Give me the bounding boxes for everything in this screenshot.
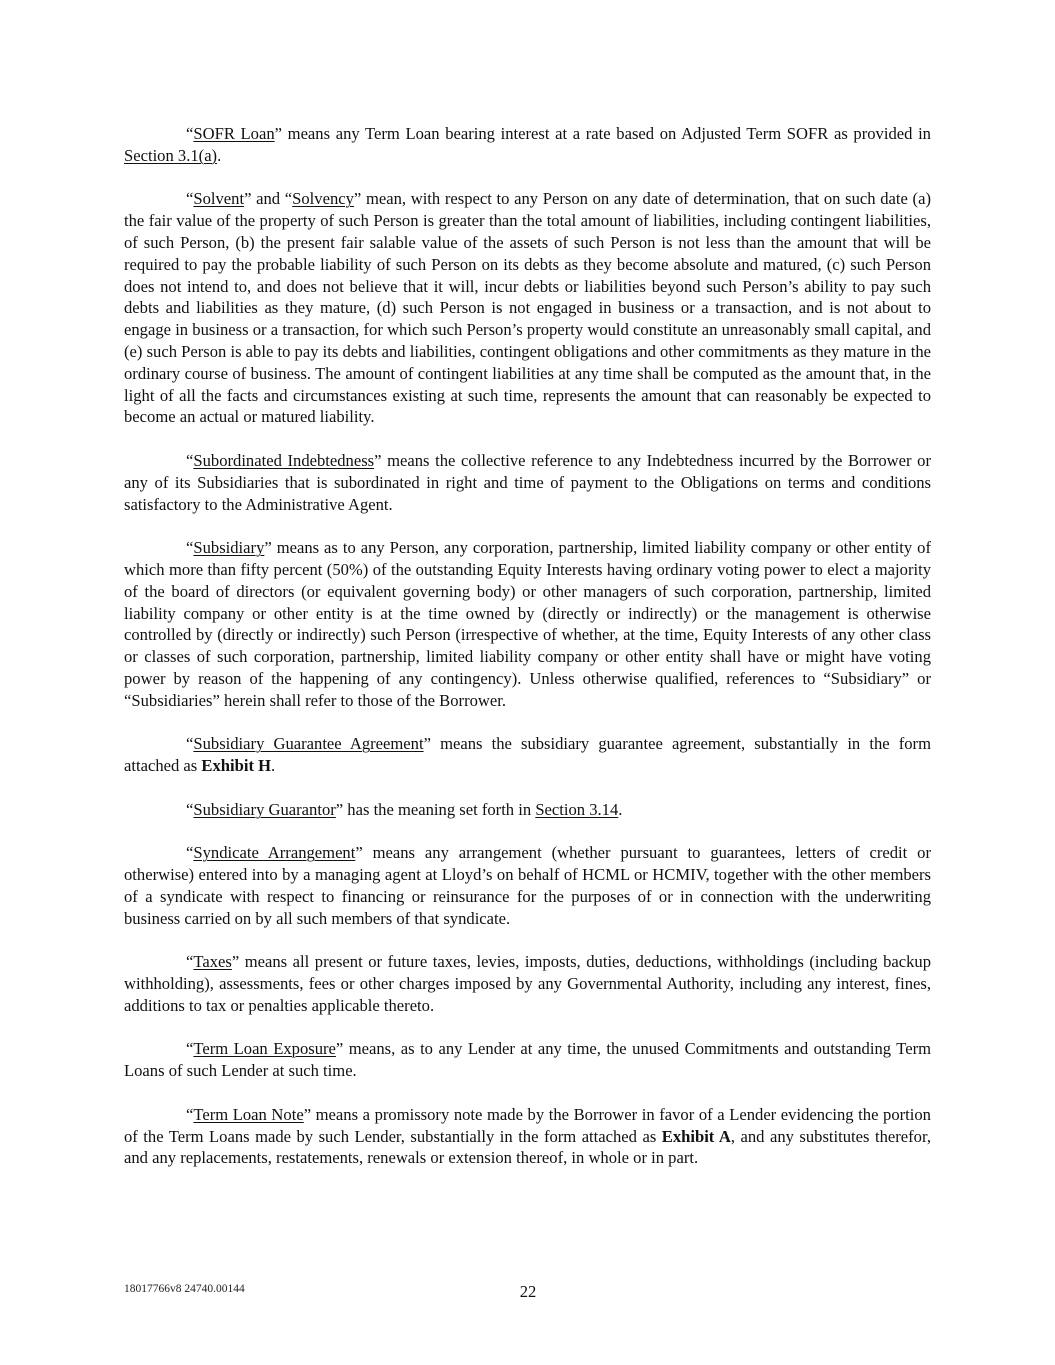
open-quote: “ bbox=[186, 450, 194, 470]
definition-subsidiary-guarantor bbox=[124, 799, 931, 821]
defined-term: Subsidiary Guarantee Agreement bbox=[193, 734, 424, 754]
definition-term-loan-note bbox=[124, 1104, 931, 1169]
exhibit-reference: Exhibit A bbox=[661, 1126, 731, 1146]
defined-term: Syndicate Arrangement bbox=[193, 843, 356, 863]
definition-subsidiary bbox=[124, 537, 931, 711]
open-quote: “ bbox=[186, 734, 194, 754]
definition-text: ” means, as to any Lender at any time, the unused Commitments and outstanding Term Loans of such Lender at such time. bbox=[124, 1039, 932, 1081]
definition-text: ” means all present or future taxes, levies, imposts, duties, deductions, withholdings (including backup withholding), assessments, fees or other charges imposed by any Governmental Authority, including any interest, fines, additions to tax or penalties applicable thereto. bbox=[124, 952, 931, 1015]
definition-text: ” has the meaning set forth in bbox=[335, 799, 536, 819]
definition-subsidiary-guarantee-agreement bbox=[124, 733, 931, 777]
defined-term: Subsidiary bbox=[193, 538, 265, 558]
definition-text: ” means the collective reference to any Indebtedness incurred by the Borrower or any of its Subsidiaries that is subordinated in right and time of payment to the Obligations on terms and conditions satisfactory to the Administrative Agent. bbox=[124, 450, 931, 514]
defined-term: Taxes bbox=[193, 952, 232, 972]
definition-text: ” means any arrangement (whether pursuant to guarantees, letters of credit or otherwise) entered into by a managing agent at Lloyd’s on behalf of HCML or HCMIV, together with the other members of a syndicate with respect to financing or reinsurance for the purposes of or in connection with the underwriting business carried on by all such members of that syndicate. bbox=[124, 843, 931, 928]
footer-document-id: 18017766v8 24740.00144 bbox=[124, 1283, 245, 1295]
definition-taxes bbox=[124, 951, 931, 1016]
open-quote: “ bbox=[186, 799, 194, 819]
definitions-body bbox=[124, 123, 931, 1191]
definition-sofr-loan bbox=[124, 123, 931, 167]
definition-text: ” and “ bbox=[244, 189, 293, 209]
open-quote: “ bbox=[186, 538, 194, 558]
defined-term: Term Loan Exposure bbox=[193, 1039, 336, 1059]
page-number: 22 bbox=[519, 1282, 537, 1301]
defined-term: SOFR Loan bbox=[193, 124, 275, 143]
defined-term: Subsidiary Guarantor bbox=[193, 799, 336, 819]
open-quote: “ bbox=[186, 1104, 194, 1124]
definition-text: . bbox=[217, 145, 222, 165]
definition-text: ” mean, with respect to any Person on any date of determination, that on such date (a) the fair value of the property of such Person is greater than the total amount of liabilities, including contingent liabilities, of such Person, (b) the present fair salable value of the assets of such Person is not less than the amount that will be required to pay the probable liability of such Person on its debts as they become absolute and matured, (c) such Person does not intend to, and does not believe that it will, incur debts or liabilities beyond such Person’s ability to pay such debts and liabilities as they mature, (d) such Person is not engaged in business or a transaction, and is not about to engage in business or a transaction, for which such Person’s property would constitute an unreasonably small capital, and (e) such Person is able to pay its debts and liabilities, contingent obligations and other commitments as they mature in the ordinary course of business. The amount of contingent liabilities at any time shall be computed as the amount that, in the light of all the facts and circumstances existing at such time, represents the amount that can reasonably be expected to become an actual or matured liability. bbox=[124, 189, 931, 427]
defined-term: Solvent bbox=[193, 189, 245, 209]
section-reference: Section 3.1(a) bbox=[124, 145, 218, 165]
section-reference: Section 3.14 bbox=[535, 799, 619, 819]
defined-term: Term Loan Note bbox=[193, 1104, 304, 1124]
definition-text: . bbox=[271, 756, 276, 776]
open-quote: “ bbox=[186, 1039, 194, 1059]
definition-subordinated-indebtedness bbox=[124, 450, 931, 515]
definition-text: , and any substitutes therefor, and any replacements, restatements, renewals or extension thereof, in whole or in part. bbox=[124, 1126, 931, 1168]
definition-text: . bbox=[618, 799, 623, 819]
definition-text: ” means any Term Loan bearing interest at a rate based on Adjusted Term SOFR as provided in bbox=[274, 124, 931, 143]
definition-text: ” means as to any Person, any corporation, partnership, limited liability company or other entity of which more than fifty percent (50%) of the outstanding Equity Interests having ordinary voting power to elect a majority of the board of directors (or equivalent governing body) or other managers of such corporation, partnership, limited liability company or other entity is at the time owned by (directly or indirectly) or the management is otherwise controlled by (directly or indirectly) such Person (irrespective of whether, at the time, Equity Interests of any other class or classes of such corporation, partnership, limited liability company or other entity shall have or might have voting power by reason of the happening of any contingency). Unless otherwise qualified, references to “Subsidiary” or “Subsidiaries” herein shall refer to those of the Borrower. bbox=[124, 538, 931, 710]
definition-text: ” means a promissory note made by the Borrower in favor of a Lender evidencing the portion of the Term Loans made by such Lender, substantially in the form attached as bbox=[124, 1104, 931, 1146]
open-quote: “ bbox=[186, 124, 194, 143]
open-quote: “ bbox=[186, 952, 194, 972]
open-quote: “ bbox=[186, 189, 194, 209]
defined-term: Subordinated Indebtedness bbox=[193, 450, 375, 470]
definition-term-loan-exposure bbox=[124, 1038, 931, 1082]
open-quote: “ bbox=[186, 843, 194, 863]
definition-text: ” means the subsidiary guarantee agreement, substantially in the form attached as bbox=[124, 734, 931, 776]
definition-solvent bbox=[124, 188, 931, 428]
definition-syndicate-arrangement bbox=[124, 842, 931, 929]
defined-term: Solvency bbox=[292, 189, 354, 209]
exhibit-reference: Exhibit H bbox=[201, 756, 272, 776]
